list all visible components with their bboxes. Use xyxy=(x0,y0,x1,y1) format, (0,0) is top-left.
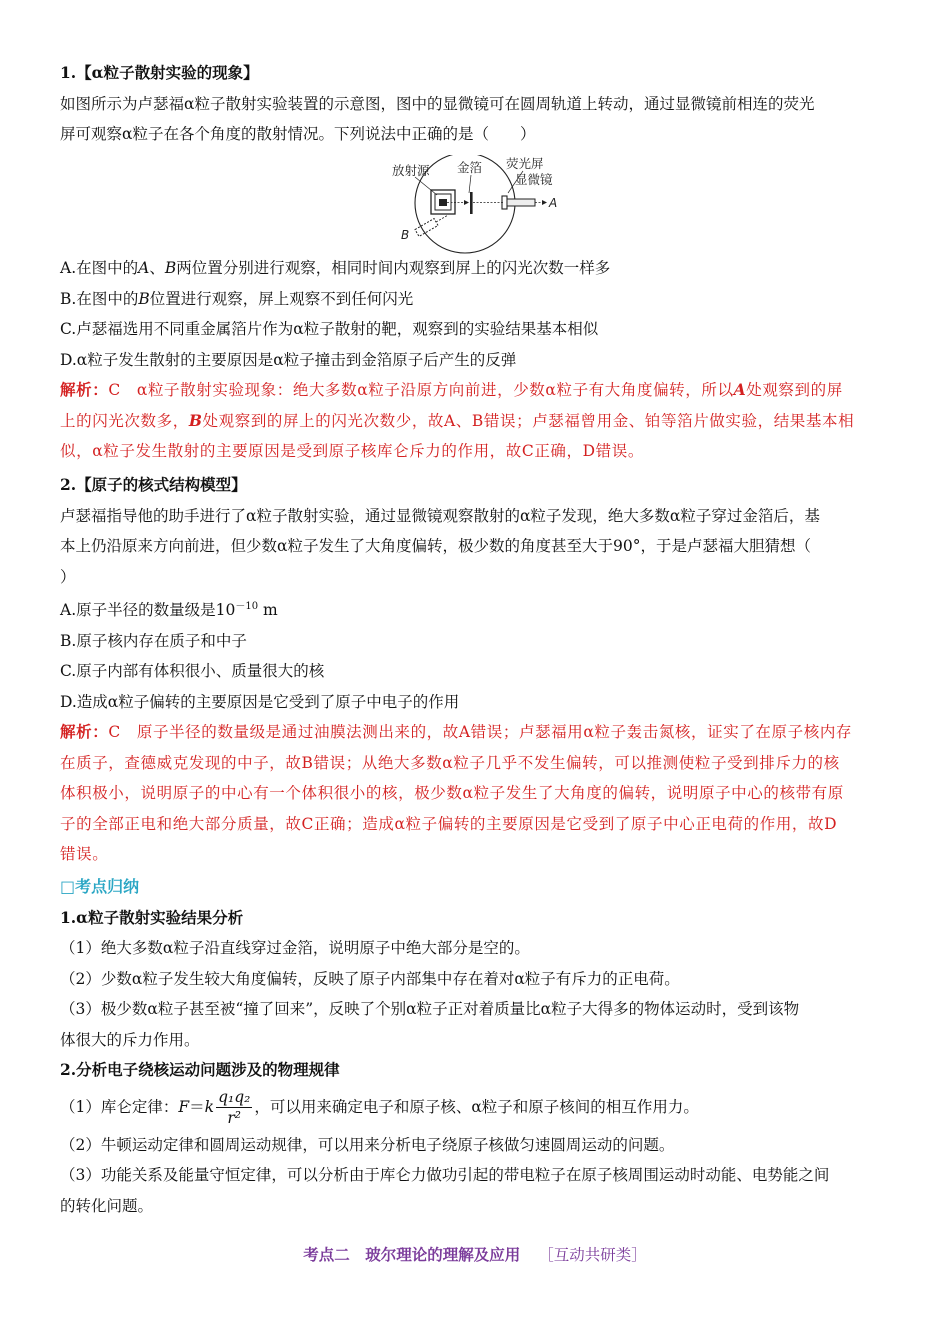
summary-s1-p1: （1）绝大多数α粒子沿直线穿过金箔，说明原子中绝大部分是空的。 xyxy=(60,939,530,957)
q2-option-a: A.原子半径的数量级是$10^{-10}$ m xyxy=(60,601,278,620)
q2-option-d: D.造成α粒子偏转的主要原因是它受到了原子中电子的作用 xyxy=(60,692,460,711)
q1-option-b: B.在图中的B位置进行观察，屏上观察不到任何闪光 xyxy=(60,289,414,308)
label-microscope: 显微镜 xyxy=(515,172,553,187)
label-foil: 金箔 xyxy=(457,160,483,175)
q2-option-c: C.原子内部有体积很小、质量很大的核 xyxy=(60,662,325,681)
label-a: A xyxy=(549,196,558,210)
coulomb-fraction: $\frac{\text{q₁q₂}}{\text{r²}}$ xyxy=(218,1088,251,1127)
q1-explanation: 解析：C α粒子散射实验现象：绝大多数α粒子沿原方向前进，少数α粒子有大角度偏转，所以A处观察到的屏 上的闪光次数多，B处观察到的屏上的闪光次数少，故A、B错误；卢瑟福曾用金、铂等箔片做实验，结果基本相 似，α粒子发生散射的主要原因是受到原子核库仑斥力的作用，故C正确，D错误。 xyxy=(60,380,855,460)
q2-title: 2.【原子的核式结构模型】 xyxy=(60,475,247,494)
q1-option-a: A.在图中的A、B两位置分别进行观察，相同时间内观察到屏上的闪光次数一样多 xyxy=(60,259,611,277)
summary-s2-p2: （2）牛顿运动定律和圆周运动规律，可以用来分析电子绕原子核做匀速圆周运动的问题。 xyxy=(60,1135,675,1154)
label-source: 放射源 xyxy=(392,163,430,178)
summary-section xyxy=(60,872,892,1221)
q2-stem-line2: 本上仍沿原来方向前进，但少数α粒子发生了大角度偏转，极少数的角度甚至大于90°，于是卢瑟福大胆猜想（ xyxy=(60,537,811,555)
summary-s2-p3b: 的转化问题。 xyxy=(60,1196,154,1215)
q2-explanation: 解析：C 原子半径的数量级是通过油膜法测出来的，故A错误；卢瑟福用α粒子轰击氮核，证实了在原子核内存 在质子，查德威克发现的中子，故B错误；从绝大多数α粒子几乎不发生偏转，可以推测使粒子受到排斥力的核 体积极小，说明原子的中心有一个体积很小的核，极少数α粒子发生了大角度的偏转，说明原子中心的核带有原 子的全部正电和绝大部分质量，故C正确；造成α粒子偏转的主要原因是它受到了原子中心正电荷的作用，故D 错误。 xyxy=(60,722,853,864)
q1-stem-line1: 如图所示为卢瑟福α粒子散射实验装置的示意图，图中的显微镜可在圆周轨道上转动，通过显微镜前相连的荧光 xyxy=(60,94,815,113)
question-1 xyxy=(60,58,892,150)
coulomb-law-line: （1）库仑定律： F ＝ k $\frac{\text{q₁q₂}}{\text{r²}}$ ，可以用来确定电子和原子核、α粒子和原子核间的相互作用力。 xyxy=(60,1088,699,1127)
label-screen: 荧光屏 xyxy=(506,156,544,171)
section-title: 考点二 玻尔理论的理解及应用 xyxy=(303,1245,521,1264)
microscope-a xyxy=(507,199,535,206)
q1-options xyxy=(60,253,892,467)
summary-heading: □考点归纳 xyxy=(60,877,140,896)
summary-s1-p3b: 体很大的斥力作用。 xyxy=(60,1030,200,1049)
q1-stem-line2: 屏可观察α粒子在各个角度的散射情况。下列说法中正确的是（ ） xyxy=(60,125,536,143)
alpha-scattering-figure xyxy=(385,155,565,255)
summary-s1-p2: （2）少数α粒子发生较大角度偏转，反映了原子内部集中存在着对α粒子有斥力的正电荷。 xyxy=(60,969,680,988)
section-tag: ［互动共研类］ xyxy=(538,1246,647,1264)
summary-s2-title: 2.分析电子绕核运动问题涉及的物理规律 xyxy=(60,1060,340,1079)
q2-option-b: B.原子核内存在质子和中子 xyxy=(60,631,247,650)
q1-option-d: D.α粒子发生散射的主要原因是α粒子撞击到金箔原子后产生的反弹 xyxy=(60,350,517,369)
q2-stem-line3: ） xyxy=(60,567,76,586)
section-header xyxy=(0,1241,950,1269)
q1-option-c: C.卢瑟福选用不同重金属箔片作为α粒子散射的靶，观察到的实验结果基本相似 xyxy=(60,320,599,338)
summary-s1-p3a: （3）极少数α粒子甚至被“撞了回来”，反映了个别α粒子正对着质量比α粒子大得多的物体运动时，受到该物 xyxy=(60,1000,800,1018)
gold-foil xyxy=(470,192,473,214)
q2-stem-line1: 卢瑟福指导他的助手进行了α粒子散射实验，通过显微镜观察散射的α粒子发现，绝大多数α粒子穿过金箔后，基 xyxy=(60,506,820,525)
summary-s2-p3a: （3）功能关系及能量守恒定律，可以分析由于库仑力做功引起的带电粒子在原子核周围运动时动能、电势能之间 xyxy=(60,1166,830,1184)
label-b: B xyxy=(401,228,410,242)
summary-s1-title: 1.α粒子散射实验结果分析 xyxy=(60,907,244,927)
question-2 xyxy=(60,470,892,870)
q1-title: 1.【α粒子散射实验的现象】 xyxy=(60,63,259,82)
